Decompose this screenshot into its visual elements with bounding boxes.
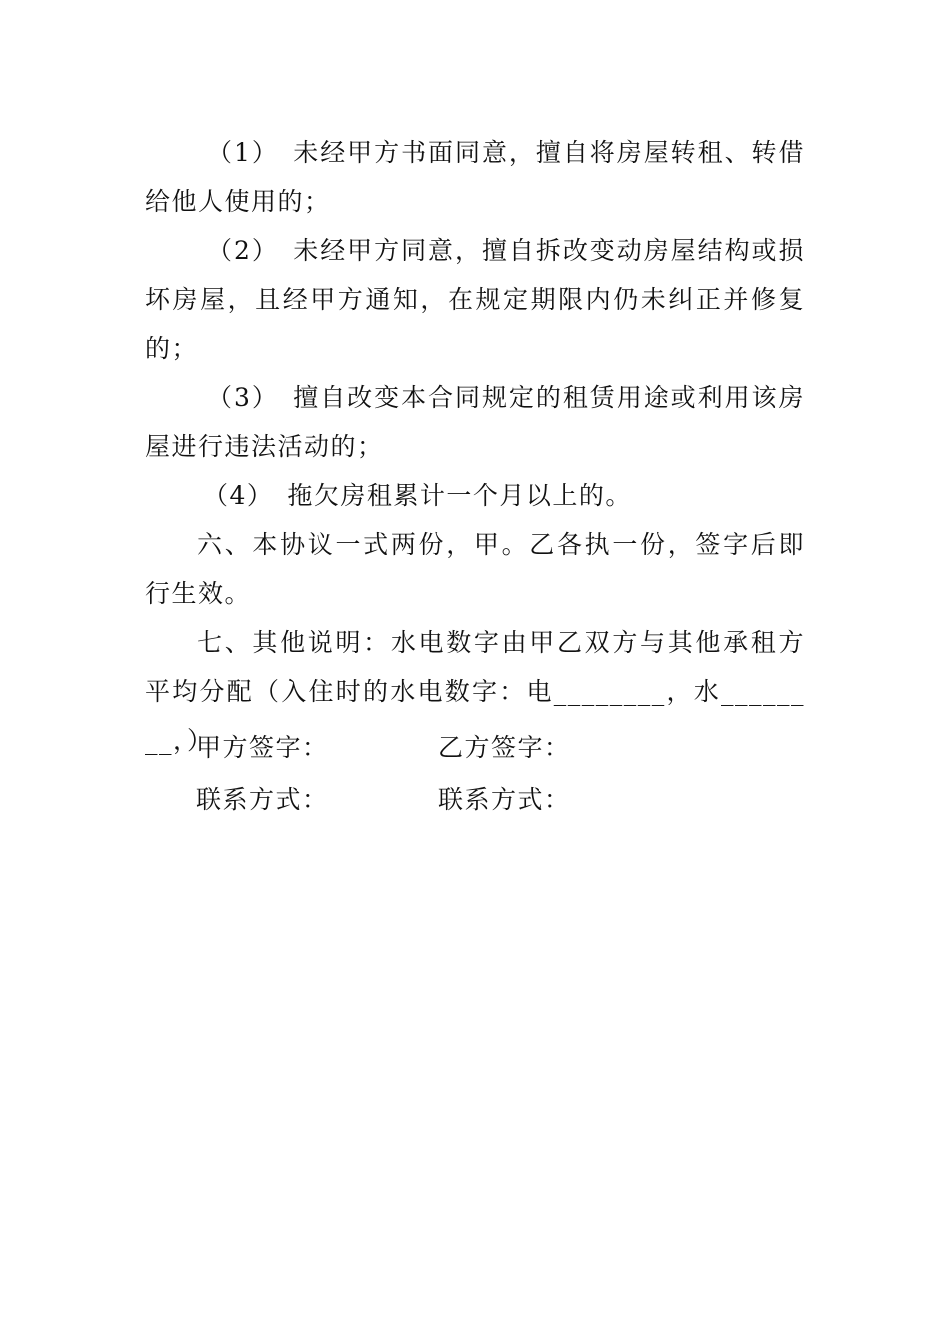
section-seven: 七、其他说明：水电数字由甲乙双方与其他承租方平均分配（入住时的水电数字：电________，水________，）	[145, 628, 805, 755]
party-a-signature-label: 甲方签字：	[196, 733, 329, 762]
clause-item-4: （4） 拖欠房租累计一个月以上的。	[203, 481, 632, 510]
contact-row	[196, 780, 796, 820]
party-a-contact-label: 联系方式：	[196, 785, 329, 814]
document-body	[145, 128, 805, 765]
clause-item-2: （2） 未经甲方同意，擅自拆改变动房屋结构或损坏房屋，且经甲方通知，在规定期限内仍未纠正并修复的；	[145, 236, 805, 363]
party-b-contact-label: 联系方式：	[438, 785, 571, 814]
clause-item-3: （3） 擅自改变本合同规定的租赁用途或利用该房屋进行违法活动的；	[145, 383, 805, 461]
clause-item-1: （1） 未经甲方书面同意，擅自将房屋转租、转借给他人使用的；	[145, 138, 805, 216]
section-six: 六、本协议一式两份，甲。乙各执一份，签字后即行生效。	[145, 530, 805, 608]
signature-row	[196, 728, 796, 768]
party-b-signature-label: 乙方签字：	[438, 733, 571, 762]
